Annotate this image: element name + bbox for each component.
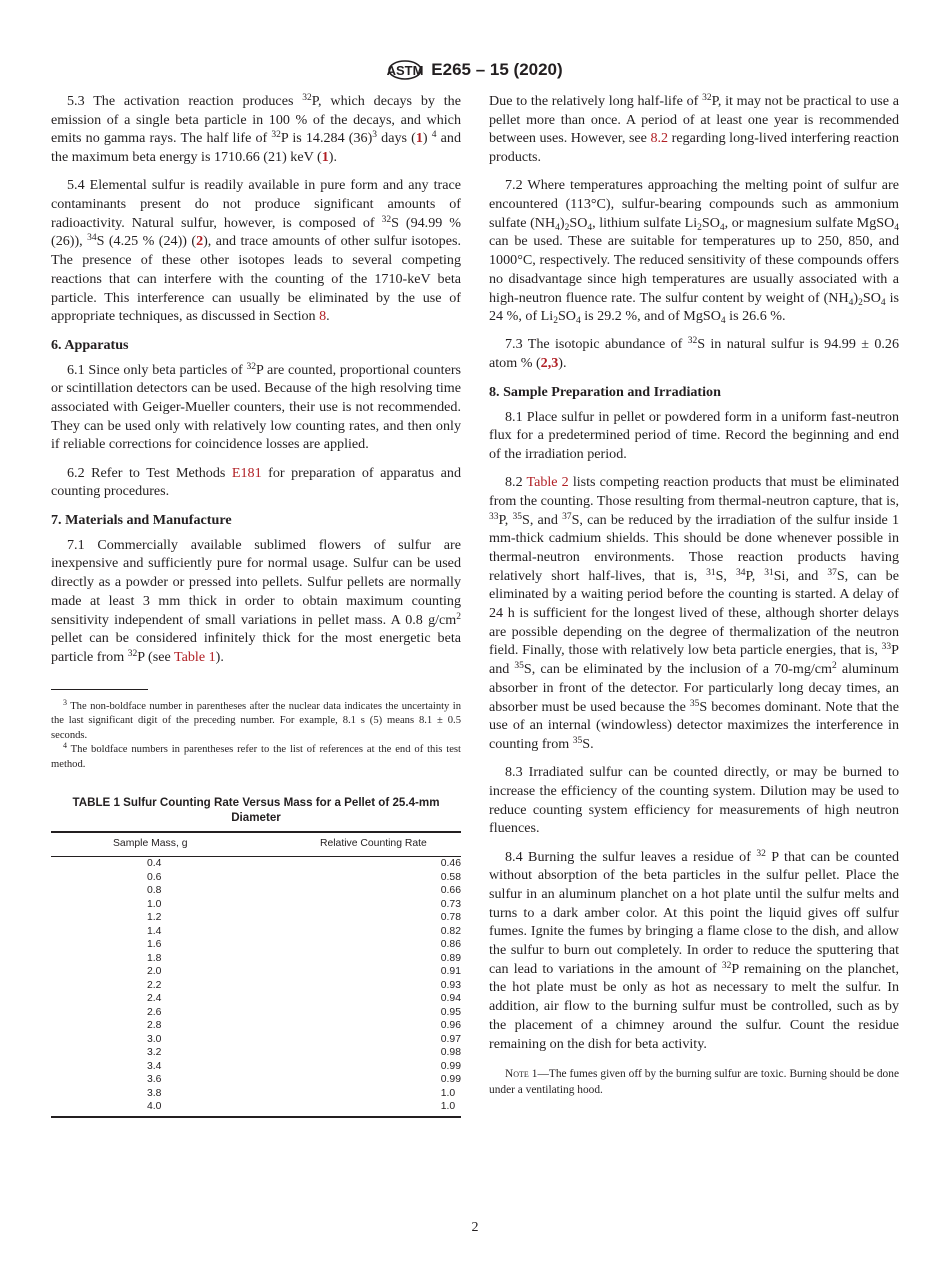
cell-relative-counting-rate: 0.46 (440, 858, 461, 870)
cell-sample-mass: 1.6 (147, 939, 162, 951)
cross-reference-link[interactable]: Table 1 (174, 648, 216, 665)
subscript: 4 (719, 222, 725, 233)
cell-sample-mass: 3.8 (147, 1087, 162, 1099)
cell-sample-mass: 1.2 (147, 912, 162, 924)
superscript: 34 (735, 567, 746, 578)
table-row (51, 884, 461, 898)
subscript: 2 (697, 222, 702, 233)
superscript: 2 (456, 611, 461, 622)
subscript: 4 (894, 222, 900, 233)
reference-link[interactable]: 1 (415, 130, 423, 147)
table-row (51, 871, 461, 885)
note-text: —The fumes given off by the burning sulfur are toxic. Burning should be done under a ventilating hood. (489, 1068, 899, 1096)
cell-relative-counting-rate: 0.93 (440, 979, 461, 991)
subscript: 2 (564, 222, 570, 233)
subscript: 4 (848, 297, 854, 308)
document-designation: E265 – 15 (2020) (431, 60, 563, 79)
table-row (51, 1033, 461, 1047)
paragraph-p7-3: 7.3 The isotopic abundance of $^{32}$S in natural sulfur is 94.99 ± 0.26 atom % (2,3). (489, 336, 899, 372)
cell-relative-counting-rate: 0.82 (440, 925, 461, 937)
cross-reference-link[interactable]: E181 (231, 464, 262, 481)
cell-sample-mass: 2.4 (147, 993, 162, 1005)
paragraph-p6-2: 6.2 Refer to Test Methods E181 for preparation of apparatus and counting procedures. (51, 464, 461, 500)
table-row (51, 1006, 461, 1020)
table-row (51, 992, 461, 1006)
reference-link[interactable]: 1 (321, 149, 329, 166)
paragraph-p7-2: 7.2 Where temperatures approaching the melting point of sulfur are encountered (113°C), sulfur-bearing compounds such as ammonium sulfate $(NH_4)_2SO_4$, lithium sulfate $Li_2SO_4$, or magnesium sulfate MgSO$_4$ can be used. These are suitable for temperatures up to 250, 850, and 1000°C, respectively. The reduced sensitivity of these compounds offers no disadvantage since high temperatures are usually associated with a high-neutron fluence rate. The sulfur content by weight of $(NH_4)_2SO_4$ is 24 %, of $Li_2SO_4$ is 29.2 %, and of MgSO$_4$ is 26.6 %. (489, 177, 900, 327)
page-number: 2 (471, 1220, 479, 1235)
astm-logo-icon (387, 57, 423, 83)
table-1-title: TABLE 1 Sulfur Counting Rate Versus Mass for a Pellet of 25.4-mm Diameter (72, 795, 440, 825)
cell-sample-mass: 2.8 (147, 1020, 162, 1032)
superscript: 34 (87, 233, 97, 244)
cell-relative-counting-rate: 0.99 (440, 1060, 461, 1072)
cross-reference-link[interactable]: 8.2 (650, 130, 669, 147)
superscript: 32 (702, 93, 712, 103)
section-heading-h8: 8. Sample Preparation and Irradiation (489, 383, 721, 400)
table-row (51, 1019, 461, 1033)
superscript: 4 (431, 130, 437, 141)
superscript: 35 (512, 511, 522, 522)
paragraph-p8-1: 8.1 Place sulfur in pellet or powdered form in a uniform fast-neutron flux for a predetermined period of time. Record the beginning and end of the irradiation period. (489, 408, 899, 462)
paragraph-p5-4: 5.4 Elemental sulfur is readily available in pure form and any trace contaminants present do not produce significant amounts of radioactivity. Natural sulfur, however, is composed of $^{32}$S (94.99 % (26)), $^{34}$S (4.25 % (24)) (2), and trace amounts of other sulfur isotopes. The presence of these other isotopes leads to several competing reactions that can interfere with the counting of the 1710-keV beta particle. This interference can usually be eliminated by the use of appropriate techniques, as discussed in Section 8. (51, 177, 462, 325)
table-1 (51, 831, 461, 1118)
table-row (51, 911, 461, 925)
table-row (51, 898, 461, 912)
subscript: 4 (720, 316, 726, 327)
column-header-relative-counting-rate: Relative Counting Rate (286, 832, 461, 857)
superscript: 3 (372, 130, 378, 141)
superscript: 32 (302, 93, 312, 103)
cell-relative-counting-rate: 0.86 (440, 939, 461, 951)
superscript: 31 (764, 567, 774, 578)
subscript: 2 (553, 316, 558, 327)
table-row (51, 1046, 461, 1060)
superscript: 37 (827, 567, 837, 578)
paragraph-p7-1-cont: Due to the relatively long half-life of $^{32}$P, it may not be practical to use a pellet more than once. A period of at least one year is recommended between uses. However, see 8.2 regarding long-lived interfering reaction products. (489, 93, 899, 166)
footnote-divider (51, 689, 148, 690)
cell-relative-counting-rate: 0.78 (440, 912, 461, 924)
footnote-text: The non-boldface number in parentheses after the nuclear data indicates the uncertainty in the last significant digit of the preceding number. For example, 8.1 s (5) means 8.1 ± 0.5 seconds. (51, 700, 461, 741)
superscript: 32 (127, 648, 138, 659)
footnote-marker: 4 (63, 741, 67, 751)
reference-link[interactable]: 2 (196, 233, 204, 250)
superscript: 2 (832, 661, 837, 672)
subscript: 4 (880, 297, 886, 308)
paragraph-p7-1: 7.1 Commercially available sublimed flowers of sulfur are inexpensive and sufficiently pure for normal usage. Sulfur can be used directly as a powder or pressed into pellets. Sulfur pellets are normally made at least 3 mm thick in order to obtain maximum counting sensitivity independent of small variations in pellet mass. A 0.8 $g/cm^2$ pellet can be considered infinitely thick for the most energetic beta particle from $^{32}$P (see Table 1). (51, 536, 461, 665)
cell-sample-mass: 2.2 (147, 979, 162, 991)
table-1-body (51, 857, 461, 1117)
cell-relative-counting-rate: 0.89 (440, 952, 461, 964)
cross-reference-link[interactable]: 8 (319, 308, 327, 325)
right-column (489, 92, 899, 1098)
table-row (51, 857, 461, 871)
cell-relative-counting-rate: 0.66 (440, 885, 461, 897)
cell-sample-mass: 3.0 (147, 1033, 162, 1045)
cell-sample-mass: 0.8 (147, 885, 162, 897)
superscript: 35 (689, 698, 700, 709)
superscript: 32 (381, 214, 392, 225)
table-row (51, 1073, 461, 1087)
superscript: 33 (489, 511, 499, 522)
cell-sample-mass: 3.6 (147, 1074, 162, 1086)
paragraph-p8-2: 8.2 Table 2 lists competing reaction products that must be eliminated from the counting. Those resulting from thermal-neutron capture, that is, $^{33}$P, $^{35}$S, and $^{37}$S, can be reduced by the irradiation of the sulfur inside 1 mm-thick cadmium shields. This should be done whenever possible in thermal-neutron environments. Those reaction products having relatively short half-lives, that is, $^{31}$S, $^{34}$P, $^{31}$Si, and $^{37}$S, can be eliminated by a waiting period before the counting is started. A delay of 24 h is sufficient for the longest lived of these, although shorter delays are possible depending on the degree of thermalization of the neutron field. Finally, those with relatively low beta particle energies, that is, $^{33}$P and $^{35}$S, can be eliminated by the inclusion of a $70-mg/cm^2$ aluminum absorber in front of the detector. For particularly long decay times, an absorber must be used because the $^{35}$S becomes dominant. Note that the use of an internal (windowless) detector maximizes the interference in counting from $^{35}$S. (489, 474, 899, 752)
cell-sample-mass: 1.0 (147, 898, 162, 910)
table-row (51, 1060, 461, 1074)
footnote-4 (51, 743, 461, 772)
superscript: 35 (572, 736, 583, 746)
superscript: 31 (706, 567, 716, 578)
table-row (51, 925, 461, 939)
cell-sample-mass: 1.4 (147, 925, 162, 937)
column-header-sample-mass: Sample Mass, g (51, 832, 286, 857)
paragraph-p8-3: 8.3 Irradiated sulfur can be counted directly, or may be burned to increase the efficiency of the counting system. Dilution may be used to reduce counting system efficiency for measurements of high neutron fluences. (489, 764, 899, 837)
cell-relative-counting-rate: 0.73 (440, 898, 461, 910)
cell-sample-mass: 3.2 (147, 1047, 162, 1059)
superscript: 32 (756, 848, 766, 859)
cell-relative-counting-rate: 0.99 (440, 1074, 461, 1086)
section-heading-h7: 7. Materials and Manufacture (51, 512, 232, 529)
cell-sample-mass: 4.0 (51, 1100, 286, 1117)
superscript: 37 (562, 511, 572, 522)
subscript: 4 (587, 222, 593, 233)
cell-sample-mass: 1.8 (147, 952, 162, 964)
svg-text:ASTM: ASTM (387, 63, 424, 78)
table-row (51, 965, 461, 979)
left-column-body (51, 92, 461, 667)
cell-sample-mass: 2.6 (147, 1006, 162, 1018)
table-header-row (51, 832, 461, 857)
note-1 (489, 1067, 899, 1098)
note-label: Note 1 (505, 1068, 538, 1081)
section-heading-h6: 6. Apparatus (51, 336, 129, 353)
subscript: 4 (555, 222, 560, 233)
cell-sample-mass: 2.0 (147, 966, 162, 978)
paragraph-p5-3: 5.3 The activation reaction produces $^{32}$P, which decays by the emission of a single beta particle in 100 % of the decays, and which emits no gamma rays. The half life of $^{32}$P is 14.284 $(36)^3$ days (1) $^4$ and the maximum beta energy is 1710.66 (21) keV (1). (51, 93, 461, 166)
table-row (51, 1087, 461, 1101)
reference-link[interactable]: 2,3 (540, 355, 559, 372)
table-row (51, 1100, 461, 1117)
footnote-text: The boldface numbers in parentheses refer to the list of references at the end of this test method. (51, 744, 461, 771)
footnote-marker: 3 (63, 697, 67, 707)
cell-relative-counting-rate: 0.97 (440, 1033, 461, 1045)
left-column (51, 92, 461, 1118)
subscript: 2 (858, 297, 863, 308)
table-row (51, 938, 461, 952)
superscript: 33 (881, 642, 892, 653)
paragraph-p8-4: 8.4 Burning the sulfur leaves a residue of $^{32}$ P that can be counted without absorption of the beta particles in the sulfur pellet. Place the sulfur in an aluminum planchet on a hot plate until the sulfur melts and turns to a dark amber color. At this point the liquid gives off sulfur fumes. Ignite the fumes by bringing a flame close to the dish, and allow the sulfur to burn out completely. In order to reduce the sputtering that can lead to variations in the amount of $^{32}$P remaining on the planchet, the hot plate must be only as hot as necessary to melt the sulfur. In addition, air flow to the burning sulfur must be controlled, such as by the placement of a chimney around the sulfur. Count the residue remaining on the dish for beta activity. (489, 848, 899, 1052)
superscript: 32 (271, 130, 281, 141)
cell-sample-mass: 3.4 (147, 1060, 162, 1072)
cell-relative-counting-rate: 0.94 (440, 993, 461, 1005)
superscript: 32 (246, 361, 256, 372)
subscript: 4 (575, 316, 581, 327)
cell-sample-mass: 0.6 (147, 871, 162, 883)
cell-relative-counting-rate: 0.91 (440, 966, 461, 978)
footnote-3 (51, 697, 461, 744)
page-header (0, 56, 950, 84)
cell-relative-counting-rate: 0.96 (440, 1020, 461, 1032)
superscript: 35 (514, 661, 524, 672)
paragraph-p6-1: 6.1 Since only beta particles of $^{32}$P are counted, proportional counters or scintillation detectors can be used. Because of the high resolving time associated with Geiger-Mueller counters, their use is not recommended. They can be used only with relatively low counting rates, and then only if reliable corrections for coincidence losses are applied. (51, 361, 462, 453)
table-row (51, 952, 461, 966)
cell-relative-counting-rate: 0.95 (440, 1006, 461, 1018)
superscript: 32 (721, 960, 732, 971)
cross-reference-link[interactable]: Table 2 (526, 474, 569, 491)
superscript: 32 (687, 336, 698, 347)
right-column-body (489, 92, 899, 1053)
cell-relative-counting-rate: 1.0 (440, 1087, 456, 1099)
cell-relative-counting-rate: 1.0 (286, 1100, 461, 1117)
cell-relative-counting-rate: 0.58 (440, 871, 461, 883)
table-row (51, 979, 461, 993)
cell-sample-mass: 0.4 (147, 858, 162, 870)
cell-relative-counting-rate: 0.98 (440, 1047, 461, 1059)
